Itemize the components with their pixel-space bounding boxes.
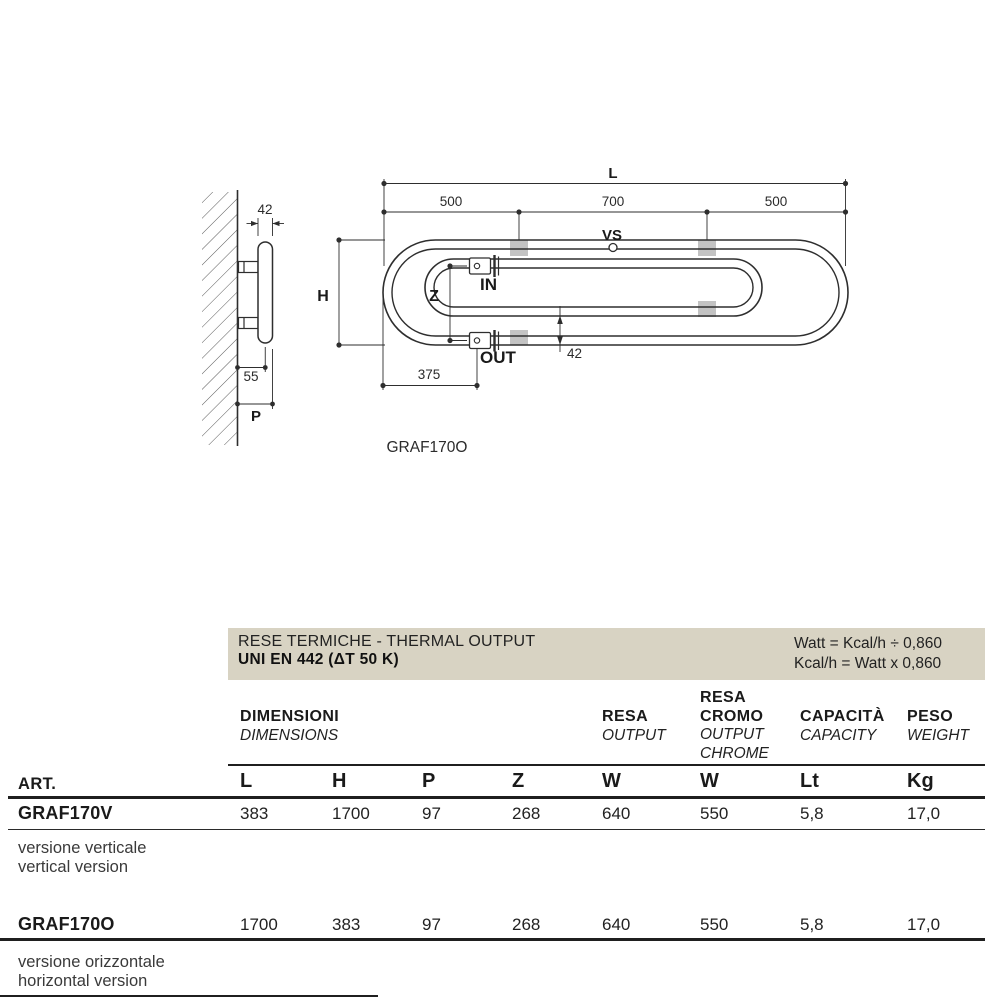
inlet-label: IN (480, 275, 497, 294)
air-vent-icon (609, 244, 617, 252)
dim-375-label: 375 (417, 367, 441, 382)
side-view (202, 190, 284, 446)
conversion-formulas (794, 634, 942, 674)
formula-watt: Watt = Kcal/h ÷ 0,860 (794, 635, 942, 652)
group-capacity-en: CAPACITY (800, 726, 877, 744)
group-output-chrome-it-1: RESA (700, 689, 747, 706)
vent-label: VS (601, 227, 623, 244)
dim-z (447, 263, 467, 343)
row1-weight: 17,0 (907, 804, 941, 823)
table-rule (0, 995, 378, 997)
art-column-header: ART. (18, 775, 57, 793)
row1-L: 383 (240, 804, 269, 823)
table-rule (228, 764, 985, 766)
dim-55-label: 55 (243, 369, 259, 384)
dim-length-label: L (608, 165, 618, 182)
wall-hatching (202, 192, 237, 445)
table-rule (8, 829, 985, 830)
dim-segment-center-label: 700 (601, 194, 625, 209)
outer-tube-outer-wall (383, 240, 848, 345)
row1-P: 97 (422, 804, 441, 823)
tube-side-profile (258, 242, 273, 343)
group-dimensions (240, 708, 339, 745)
drawing-caption: GRAF170O (386, 439, 468, 456)
thermal-standard: UNI EN 442 (ΔT 50 K) (238, 651, 399, 668)
row2-note-en: horizontal version (18, 972, 148, 990)
row2-version-note (18, 953, 165, 991)
row2-weight: 17,0 (907, 915, 941, 934)
dim-segment-left-label: 500 (439, 194, 463, 209)
formula-kcal: Kcal/h = Watt x 0,860 (794, 655, 942, 672)
unit-Lt: Lt (800, 770, 819, 792)
row1-Z: 268 (512, 804, 541, 823)
row2-output-chrome: 550 (700, 915, 729, 934)
row1-version-note (18, 839, 146, 877)
row2-L: 1700 (240, 915, 278, 934)
unit-Kg: Kg (907, 770, 934, 792)
unit-L: L (240, 770, 253, 792)
group-output-it: RESA (602, 708, 649, 725)
wall-bracket (239, 262, 259, 273)
row1-note-it: versione verticale (18, 839, 147, 857)
dim-segment-right-label: 500 (764, 194, 788, 209)
front-view (317, 165, 848, 390)
row1-capacity: 5,8 (800, 804, 824, 823)
group-output-chrome-en-1: OUTPUT (700, 726, 764, 743)
dim-length (381, 179, 848, 266)
dim-42-front-label: 42 (567, 346, 583, 361)
group-capacity (800, 708, 885, 745)
dim-42-side-label: 42 (257, 202, 273, 217)
group-output-chrome-en-2: CHROME (700, 744, 769, 762)
mounting-pads (510, 240, 716, 346)
dim-z-label: Z (429, 288, 439, 305)
thermal-title: RESE TERMICHE - THERMAL OUTPUT (238, 633, 536, 650)
row1-output: 640 (602, 804, 631, 823)
inlet-fitting (470, 255, 499, 277)
group-output-chrome-it-2: CROMO (700, 707, 764, 725)
table-rule (0, 938, 985, 941)
row2-note-it: versione orizzontale (18, 953, 165, 971)
outlet-label: OUT (480, 348, 516, 367)
group-dimensions-it: DIMENSIONI (240, 708, 340, 725)
dim-height-label: H (317, 288, 329, 305)
unit-H: H (332, 770, 347, 792)
dim-height (336, 237, 385, 347)
group-dimensions-en: DIMENSIONS (240, 726, 339, 744)
unit-W-output: W (602, 770, 621, 792)
row2-P: 97 (422, 915, 441, 934)
group-weight (907, 708, 969, 745)
row2-output: 640 (602, 915, 631, 934)
unit-P: P (422, 770, 436, 792)
group-output (602, 708, 666, 745)
row2-H: 383 (332, 915, 361, 934)
table-rule (8, 796, 985, 799)
row2-art: GRAF170O (18, 914, 115, 934)
group-output-chrome (700, 689, 769, 763)
dim-42-side (247, 218, 285, 236)
row1-art: GRAF170V (18, 803, 113, 823)
thermal-band-titles (238, 633, 535, 669)
row1-H: 1700 (332, 804, 370, 823)
group-weight-en: WEIGHT (907, 726, 969, 744)
row1-note-en: vertical version (18, 858, 129, 876)
outer-tube-inner-wall (392, 249, 839, 336)
group-capacity-it: CAPACITÀ (800, 708, 885, 725)
unit-Z: Z (512, 770, 525, 792)
dim-depth-label: P (250, 408, 262, 425)
unit-W-chrome: W (700, 770, 719, 792)
wall-bracket (239, 318, 259, 329)
thermal-output-band (228, 628, 985, 680)
row1-output-chrome: 550 (700, 804, 729, 823)
row2-capacity: 5,8 (800, 915, 824, 934)
group-weight-it: PESO (907, 708, 954, 725)
group-output-en: OUTPUT (602, 726, 666, 744)
row2-Z: 268 (512, 915, 541, 934)
